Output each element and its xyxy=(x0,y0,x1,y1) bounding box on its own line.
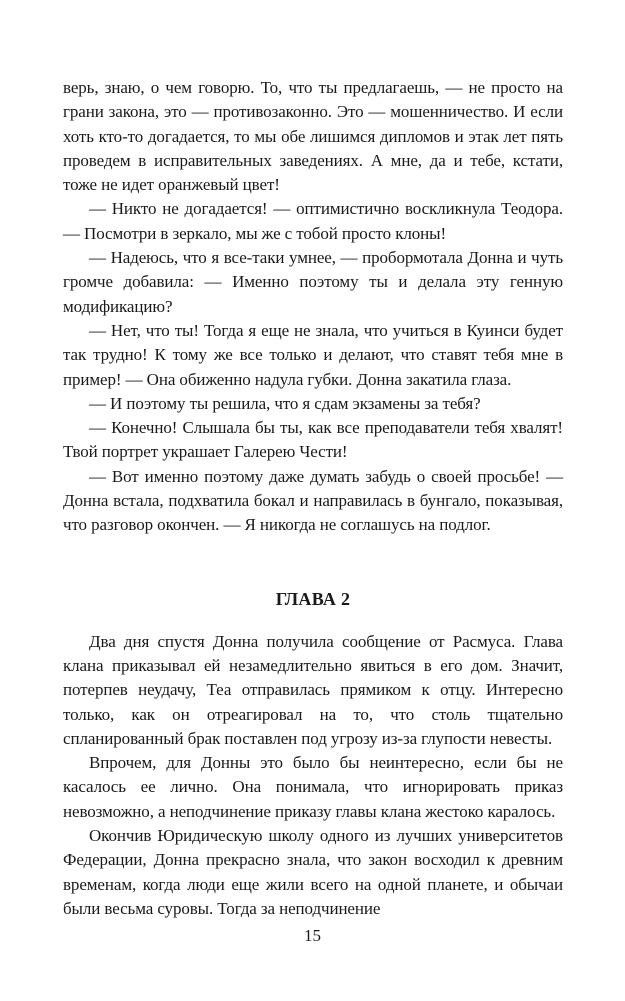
paragraph: — Вот именно поэтому даже думать забудь о своей просьбе! — Донна встала, подхватила бокал и направилась в бунгало, показывая, что разговор окончен. — Я никогда не соглашусь на подлог. xyxy=(63,466,563,535)
paragraph: — Конечно! Слышала бы ты, как все преподаватели тебя хвалят! Твой портрет украшает Галерею Чести! xyxy=(63,418,563,462)
paragraph: Впрочем, для Донны это было бы неинтересно, если бы не касалось ее лично. Она понимала, что игнорировать приказ невозможно, а неподчинение приказу главы клана жестоко каралось. xyxy=(63,753,563,821)
paragraph: — Надеюсь, что я все-таки умнее, — пробормотала Донна и чуть громче добавила: — Именно поэтому ты и делала эту генную модификацию? xyxy=(63,248,563,316)
paragraph: — Нет, что ты! Тогда я еще не знала, что учиться в Куинси будет так трудно! К тому же все только и делают, что ставят тебя мне в пример! — Она обиженно надула губки. Донна закатила глаза. xyxy=(63,320,563,389)
paragraph: — Никто не догадается! — оптимистично воскликнула Теодора. — Посмотри в зеркало, мы же с тобой просто клоны! xyxy=(63,199,563,243)
page-body xyxy=(63,76,563,921)
page-number: 15 xyxy=(304,926,321,945)
paragraph: — И поэтому ты решила, что я сдам экзамены за тебя? xyxy=(89,393,481,413)
paragraph: Два дня спустя Донна получила сообщение от Расмуса. Глава клана приказывал ей незамедлительно явиться в его дом. Значит, потерпев неудачу, Теа отправилась прямиком к отцу. Интересно только, как он отреагировал на то, что столь тщательно спланированный брак поставлен под угрозу из-за глупости невесты. xyxy=(63,631,563,748)
paragraph: Окончив Юридическую школу одного из лучших университетов Федерации, Донна прекрасно знала, что закон восходил к древним временам, когда люди еще жили всего на одной планете, и обычаи были весьма суровы. Тогда за неподчинение xyxy=(63,826,563,918)
paragraph: верь, знаю, о чем говорю. То, что ты предлагаешь, — не просто на грани закона, это — противозаконно. Это — мошенничество. И если хоть кто-то догадается, то мы обе лишимся дипломов и этак лет пять проведем в исправительных заведениях. А мне, да и тебе, кстати, тоже не идет оранжевый цвет! xyxy=(63,78,563,195)
chapter-heading: ГЛАВА 2 xyxy=(275,588,351,609)
